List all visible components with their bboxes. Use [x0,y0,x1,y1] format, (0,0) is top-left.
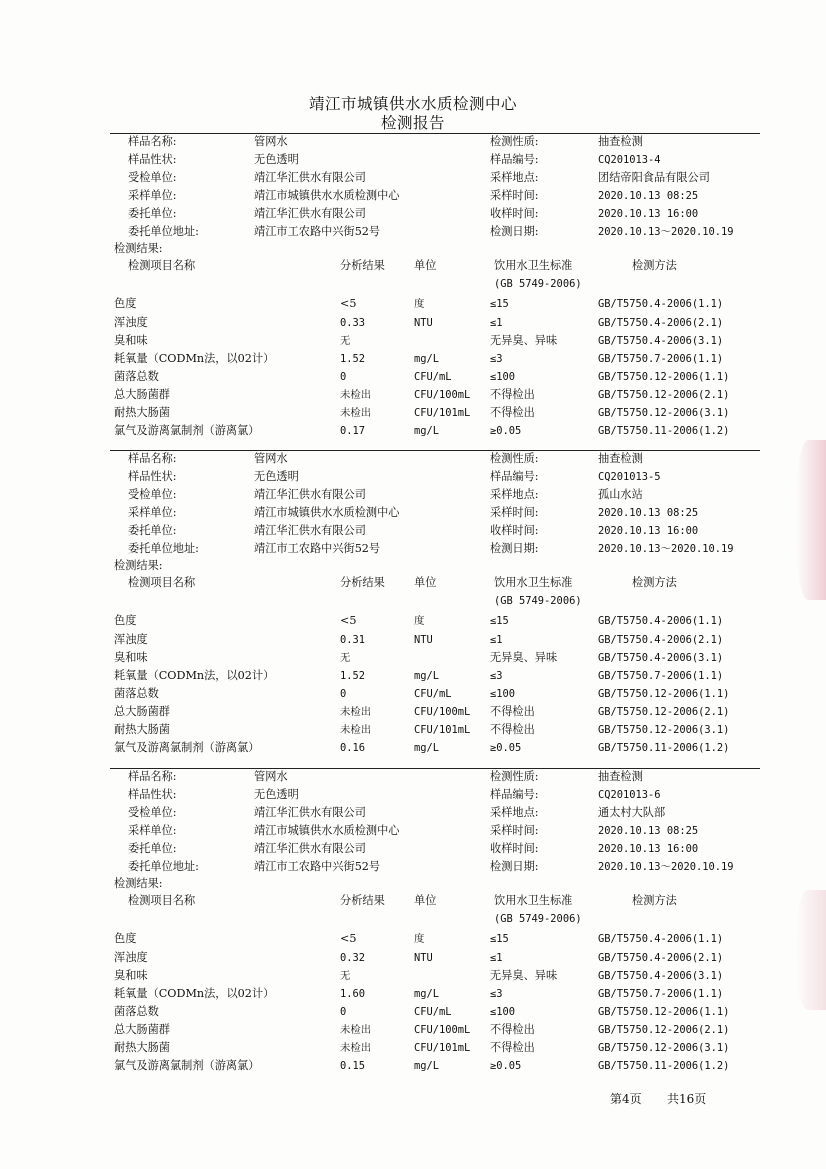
table-cell: mg/L [414,352,440,365]
table-cell: ≤3 [490,352,503,365]
info-label: 受检单位: [128,805,177,819]
table-cell: 菌落总数 [114,1004,159,1018]
table-cell: 未检出 [340,407,372,419]
right-value: 抽查检测 [598,135,643,148]
table-cell: 耗氧量（CODMn法，以02计） [114,668,275,682]
right-value: CQ201013-6 [598,788,661,801]
section-rule [110,768,760,769]
table-cell: mg/L [414,987,440,1000]
table-cell: 菌落总数 [114,686,159,700]
info-label: 委托单位地址: [128,859,199,873]
table-cell: 不得检出 [490,406,535,419]
right-value: 2020.10.13 08:25 [598,506,699,519]
right-value: 抽查检测 [598,770,643,783]
table-cell: GB/T5750.4-2006(2.1) [598,951,724,964]
table-cell: 色度 [114,614,137,628]
right-label: 样品编号: [490,787,539,801]
table-cell: CFU/100mL [414,705,471,718]
table-cell: 臭和味 [114,650,148,664]
table-cell: 未检出 [340,724,372,736]
info-value: 管网水 [254,770,288,783]
table-cell: GB/T5750.12-2006(3.1) [598,1042,730,1054]
table-cell: 0.15 [340,1060,366,1073]
table-cell: 0.31 [340,633,366,646]
table-cell: GB/T5750.4-2006(2.1) [598,316,724,329]
table-cell: 无 [340,651,351,664]
column-header: 检测方法 [632,259,677,273]
table-cell: 不得检出 [490,704,535,718]
right-label: 采样时间: [490,188,539,202]
table-cell: 氯气及游离氯制剂（游离氯） [114,424,260,438]
table-cell: 无异臭、异味 [490,650,558,664]
info-value: 无色透明 [254,469,299,483]
table-cell: CFU/101mL [414,724,471,736]
table-cell: GB/T5750.12-2006(2.1) [598,388,730,401]
column-header: 检测项目名称 [128,576,196,590]
table-cell: 总大肠菌群 [114,1022,170,1036]
info-value: 靖江市城镇供水水质检测中心 [254,823,400,837]
info-label: 样品名称: [128,135,177,148]
table-cell: 度 [414,298,425,311]
results-label: 检测结果: [114,559,163,573]
table-cell: GB/T5750.7-2006(1.1) [598,352,724,365]
table-cell: ≤100 [490,370,516,383]
info-label: 采样单位: [128,188,177,202]
right-value: 团结帝阳食品有限公司 [598,170,710,184]
table-cell: GB/T5750.12-2006(3.1) [598,724,730,736]
table-cell: 度 [414,933,425,946]
table-cell: 未检出 [340,1023,372,1036]
column-header: 分析结果 [340,259,385,273]
info-label: 受检单位: [128,487,177,501]
table-cell: 0.33 [340,316,366,329]
table-cell: 耗氧量（CODMn法，以02计） [114,986,275,1000]
right-value: CQ201013-4 [598,153,661,166]
table-cell: ≤3 [490,669,503,682]
standard-subtitle: (GB 5749-2006) [494,595,582,608]
table-cell: 未检出 [340,1042,372,1054]
right-label: 检测日期: [490,224,539,238]
table-cell: NTU [414,633,433,646]
table-cell: ≤15 [490,615,509,628]
table-cell: GB/T5750.12-2006(2.1) [598,1023,730,1036]
table-cell: GB/T5750.4-2006(1.1) [598,615,724,628]
table-cell: 浑浊度 [114,315,148,329]
right-label: 样品编号: [490,152,539,166]
right-label: 检测性质: [490,135,539,148]
right-value: 2020.10.13 08:25 [598,189,699,202]
table-cell: GB/T5750.7-2006(1.1) [598,669,724,682]
table-cell: 未检出 [340,705,372,718]
table-cell: GB/T5750.12-2006(1.1) [598,687,730,700]
info-label: 委托单位地址: [128,224,199,238]
column-header: 单位 [414,576,437,590]
table-cell: 臭和味 [114,968,148,982]
table-cell: CFU/mL [414,370,452,383]
table-cell: GB/T5750.11-2006(1.2) [598,742,730,755]
right-label: 收样时间: [490,523,539,537]
info-label: 采样单位: [128,505,177,519]
table-cell: ≥0.05 [490,1060,522,1073]
table-cell: NTU [414,316,433,329]
table-cell: 总大肠菌群 [114,704,170,718]
table-cell: GB/T5750.11-2006(1.2) [598,1060,730,1073]
right-value: 2020.10.13 16:00 [598,842,699,855]
table-cell: GB/T5750.7-2006(1.1) [598,987,724,1000]
info-value: 靖江市城镇供水水质检测中心 [254,505,400,519]
table-cell: 臭和味 [114,333,148,347]
right-label: 采样时间: [490,823,539,837]
report-title: 检测报告 [380,114,445,132]
info-value: 靖江华汇供水有限公司 [254,841,366,855]
right-label: 检测日期: [490,859,539,873]
column-header: 检测项目名称 [128,894,196,908]
info-value: 靖江华汇供水有限公司 [254,523,366,537]
column-header: 饮用水卫生标准 [494,576,573,590]
right-label: 检测日期: [490,541,539,555]
table-cell: 无 [340,969,351,982]
table-cell: GB/T5750.12-2006(1.1) [598,370,730,383]
info-label: 受检单位: [128,170,177,184]
table-cell: GB/T5750.12-2006(3.1) [598,407,730,419]
table-cell: mg/L [414,1060,440,1073]
table-cell: 0 [340,370,347,383]
table-cell: GB/T5750.4-2006(3.1) [598,969,724,982]
column-header: 饮用水卫生标准 [494,259,573,273]
table-cell: CFU/101mL [414,407,471,419]
info-label: 委托单位地址: [128,541,199,555]
table-cell: 总大肠菌群 [114,387,170,401]
right-value: 2020.10.13～2020.10.19 [598,542,734,555]
column-header: 检测方法 [632,576,677,590]
results-label: 检测结果: [114,242,163,256]
table-cell: 氯气及游离氯制剂（游离氯） [114,1059,260,1073]
table-cell: 0.17 [340,425,366,438]
info-label: 样品名称: [128,770,177,783]
table-cell: 色度 [114,297,137,311]
table-cell: ≤1 [490,951,503,964]
info-label: 样品性状: [128,787,177,801]
column-header: 检测项目名称 [128,259,196,273]
right-label: 样品编号: [490,469,539,483]
table-cell: GB/T5750.11-2006(1.2) [598,425,730,438]
info-label: 样品性状: [128,152,177,166]
right-label: 收样时间: [490,206,539,220]
table-cell: 不得检出 [490,1022,535,1036]
table-cell: 浑浊度 [114,632,148,646]
org-title: 靖江市城镇供水水质检测中心 [308,95,517,113]
table-cell: mg/L [414,669,440,682]
right-label: 收样时间: [490,841,539,855]
right-label: 采样时间: [490,505,539,519]
page-total: 共16页 [667,1092,707,1106]
table-cell: mg/L [414,742,440,755]
info-value: 靖江华汇供水有限公司 [254,170,366,184]
table-cell: 耗氧量（CODMn法，以02计） [114,351,275,365]
right-value: CQ201013-5 [598,470,661,483]
table-cell: CFU/101mL [414,1042,471,1054]
table-cell: 无 [340,334,351,347]
paper-stain [796,890,826,1010]
table-cell: ≤100 [490,687,516,700]
table-cell: GB/T5750.4-2006(3.1) [598,334,724,347]
table-cell: 不得检出 [490,723,535,736]
results-label: 检测结果: [114,877,163,891]
table-cell: NTU [414,951,433,964]
table-cell: ≤15 [490,933,509,946]
info-value: 管网水 [254,135,288,148]
table-cell: CFU/100mL [414,1023,471,1036]
table-cell: GB/T5750.4-2006(1.1) [598,298,724,311]
info-label: 委托单位: [128,841,177,855]
table-cell: 1.60 [340,987,366,1000]
column-header: 分析结果 [340,894,385,908]
info-label: 委托单位: [128,523,177,537]
table-cell: 无异臭、异味 [490,968,558,982]
standard-subtitle: (GB 5749-2006) [494,278,582,291]
table-cell: ≤15 [490,298,509,311]
table-cell: 耐热大肠菌 [114,406,170,419]
table-cell: 菌落总数 [114,369,159,383]
table-cell: 1.52 [340,352,366,365]
table-cell: <5 [340,932,357,946]
table-cell: ≤1 [490,633,503,646]
column-header: 检测方法 [632,894,677,908]
info-value: 无色透明 [254,787,299,801]
right-label: 检测性质: [490,770,539,783]
table-cell: ≤100 [490,1005,516,1018]
table-cell: GB/T5750.12-2006(1.1) [598,1005,730,1018]
table-cell: 0 [340,687,347,700]
table-cell: 不得检出 [490,387,535,401]
info-label: 样品名称: [128,452,177,465]
table-cell: ≤1 [490,316,503,329]
table-cell: 耐热大肠菌 [114,723,170,736]
table-cell: ≥0.05 [490,742,522,755]
right-label: 检测性质: [490,452,539,465]
column-header: 单位 [414,894,437,908]
table-cell: 色度 [114,932,137,946]
right-value: 2020.10.13 16:00 [598,207,699,220]
standard-subtitle: (GB 5749-2006) [494,913,582,926]
table-cell: 未检出 [340,388,372,401]
right-value: 通太村大队部 [598,805,666,819]
column-header: 分析结果 [340,576,385,590]
table-cell: 0.16 [340,742,366,755]
table-cell: 氯气及游离氯制剂（游离氯） [114,741,260,755]
info-value: 无色透明 [254,152,299,166]
column-header: 单位 [414,259,437,273]
right-value: 2020.10.13 16:00 [598,524,699,537]
right-label: 采样地点: [490,170,539,184]
info-value: 管网水 [254,452,288,465]
table-cell: 不得检出 [490,1041,535,1054]
info-label: 委托单位: [128,206,177,220]
info-value: 靖江市城镇供水水质检测中心 [254,188,400,202]
info-value: 靖江市工农路中兴街52号 [254,224,381,238]
right-label: 采样地点: [490,487,539,501]
table-cell: ≥0.05 [490,425,522,438]
table-cell: 浑浊度 [114,950,148,964]
page-number: 第4页 [610,1092,642,1106]
right-value: 2020.10.13 08:25 [598,824,699,837]
info-value: 靖江市工农路中兴街52号 [254,859,381,873]
right-value: 抽查检测 [598,452,643,465]
table-cell: 1.52 [340,669,366,682]
info-value: 靖江华汇供水有限公司 [254,206,366,220]
table-cell: CFU/mL [414,1005,452,1018]
table-cell: GB/T5750.4-2006(1.1) [598,933,724,946]
right-value: 孤山水站 [598,487,643,501]
section-rule [110,133,760,134]
info-value: 靖江华汇供水有限公司 [254,805,366,819]
right-value: 2020.10.13～2020.10.19 [598,225,734,238]
column-header: 饮用水卫生标准 [494,894,573,908]
table-cell: 0 [340,1005,347,1018]
info-label: 采样单位: [128,823,177,837]
paper-stain [796,440,826,600]
table-cell: 0.32 [340,951,366,964]
info-label: 样品性状: [128,469,177,483]
table-cell: ≤3 [490,987,503,1000]
info-value: 靖江华汇供水有限公司 [254,487,366,501]
table-cell: GB/T5750.12-2006(2.1) [598,705,730,718]
right-label: 采样地点: [490,805,539,819]
table-cell: mg/L [414,425,440,438]
table-cell: 无异臭、异味 [490,333,558,347]
right-value: 2020.10.13～2020.10.19 [598,860,734,873]
info-value: 靖江市工农路中兴街52号 [254,541,381,555]
table-cell: <5 [340,614,357,628]
table-cell: GB/T5750.4-2006(3.1) [598,651,724,664]
table-cell: <5 [340,297,357,311]
table-cell: GB/T5750.4-2006(2.1) [598,633,724,646]
table-cell: 度 [414,615,425,628]
table-cell: 耐热大肠菌 [114,1041,170,1054]
table-cell: CFU/mL [414,687,452,700]
table-cell: CFU/100mL [414,388,471,401]
section-rule [110,450,760,451]
